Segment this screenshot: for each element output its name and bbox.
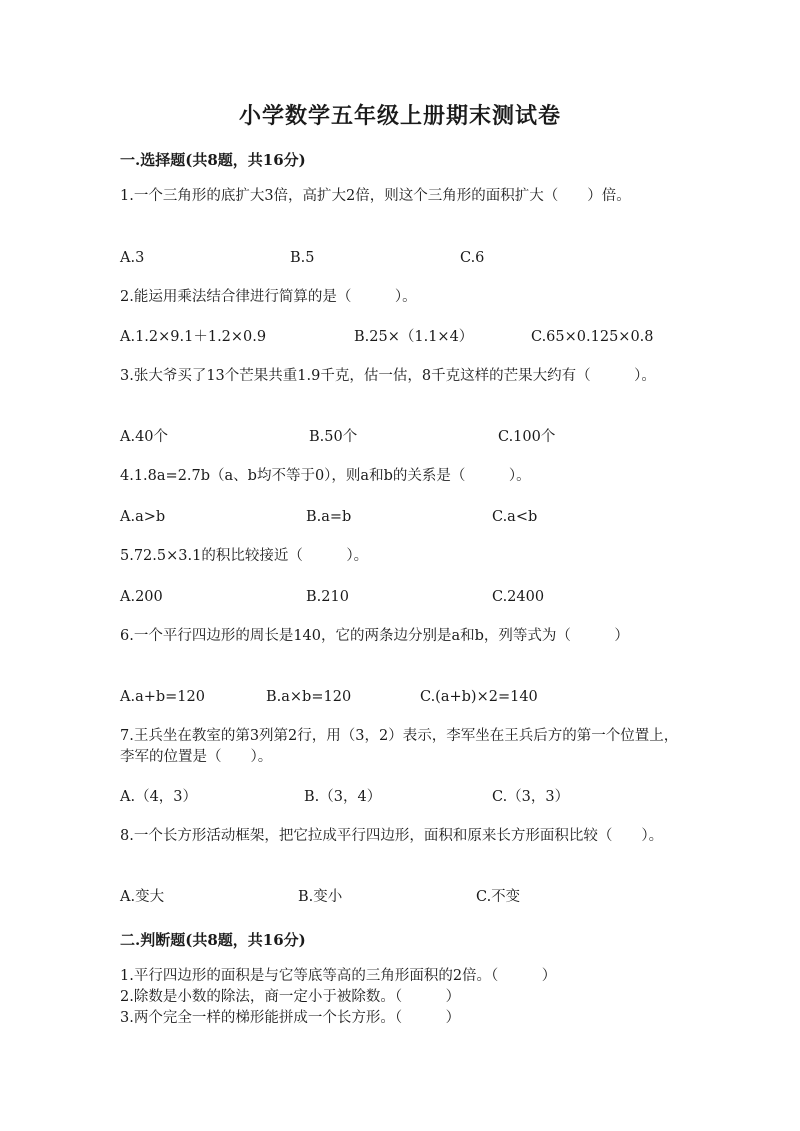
question-7: 7.王兵坐在教室的第3列第2行，用（3，2）表示，李军坐在王兵后方的第一个位置上，李军的位置是（ ）。: [120, 728, 679, 765]
option-a: A.a>b: [120, 509, 166, 525]
judge-item-1: 1.平行四边形的面积是与它等底等高的三角形面积的2倍。（ ）: [120, 968, 557, 984]
judge-item-2: 2.除数是小数的除法，商一定小于被除数。（ ）: [120, 989, 461, 1005]
option-a: A.3: [120, 250, 145, 266]
option-a: A.（4，3）: [120, 789, 198, 805]
option-b: B.（3，4）: [304, 789, 382, 805]
option-c: C.a<b: [492, 509, 538, 525]
options-7: [120, 786, 680, 808]
option-b: B.50个: [309, 429, 358, 445]
option-a: A.变大: [120, 889, 165, 905]
options-3: [120, 426, 680, 448]
option-a: A.40个: [120, 429, 169, 445]
option-c: C.（3，3）: [492, 789, 570, 805]
option-a: A.a+b=120: [120, 689, 205, 705]
question-5: 5.72.5×3.1的积比较接近（ ）。: [120, 548, 369, 564]
question-8: 8.一个长方形活动框架，把它拉成平行四边形，面积和原来长方形面积比较（ ）。: [120, 828, 664, 844]
section-heading-choice: 一.选择题(共8题，共16分): [120, 151, 306, 169]
option-c: C.100个: [498, 429, 556, 445]
option-b: B.变小: [298, 889, 343, 905]
option-c: C.6: [460, 250, 485, 266]
option-a: A.1.2×9.1＋1.2×0.9: [120, 329, 267, 345]
option-c: C.65×0.125×0.8: [531, 329, 654, 345]
option-c: C.(a+b)×2=140: [420, 689, 538, 705]
option-a: A.200: [120, 589, 163, 605]
options-8: [120, 886, 680, 908]
options-5: [120, 586, 680, 608]
judge-item-3: 3.两个完全一样的梯形能拼成一个长方形。（ ）: [120, 1010, 461, 1026]
question-2: 2.能运用乘法结合律进行简算的是（ ）。: [120, 289, 417, 305]
option-c: C.2400: [492, 589, 545, 605]
option-c: C.不变: [476, 889, 521, 905]
question-3: 3.张大爷买了13个芒果共重1.9千克，估一估，8千克这样的芒果大约有（ ）。: [120, 368, 656, 384]
question-1: 1.一个三角形的底扩大3倍，高扩大2倍，则这个三角形的面积扩大（ ）倍。: [120, 188, 631, 204]
options-1: [120, 247, 680, 269]
question-4: 4.1.8a=2.7b（a、b均不等于0），则a和b的关系是（ ）。: [120, 468, 531, 484]
option-b: B.a=b: [306, 509, 352, 525]
option-b: B.25×（1.1×4）: [354, 329, 474, 345]
option-b: B.210: [306, 589, 349, 605]
section-heading-judge: 二.判断题(共8题，共16分): [120, 931, 306, 949]
page-title: 小学数学五年级上册期末测试卷: [238, 103, 561, 129]
option-b: B.5: [290, 250, 315, 266]
options-6: [120, 686, 680, 708]
question-6: 6.一个平行四边形的周长是140，它的两条边分别是a和b，列等式为（ ）: [120, 628, 629, 644]
options-4: [120, 506, 680, 528]
options-2: [120, 326, 680, 348]
option-b: B.a×b=120: [266, 689, 352, 705]
